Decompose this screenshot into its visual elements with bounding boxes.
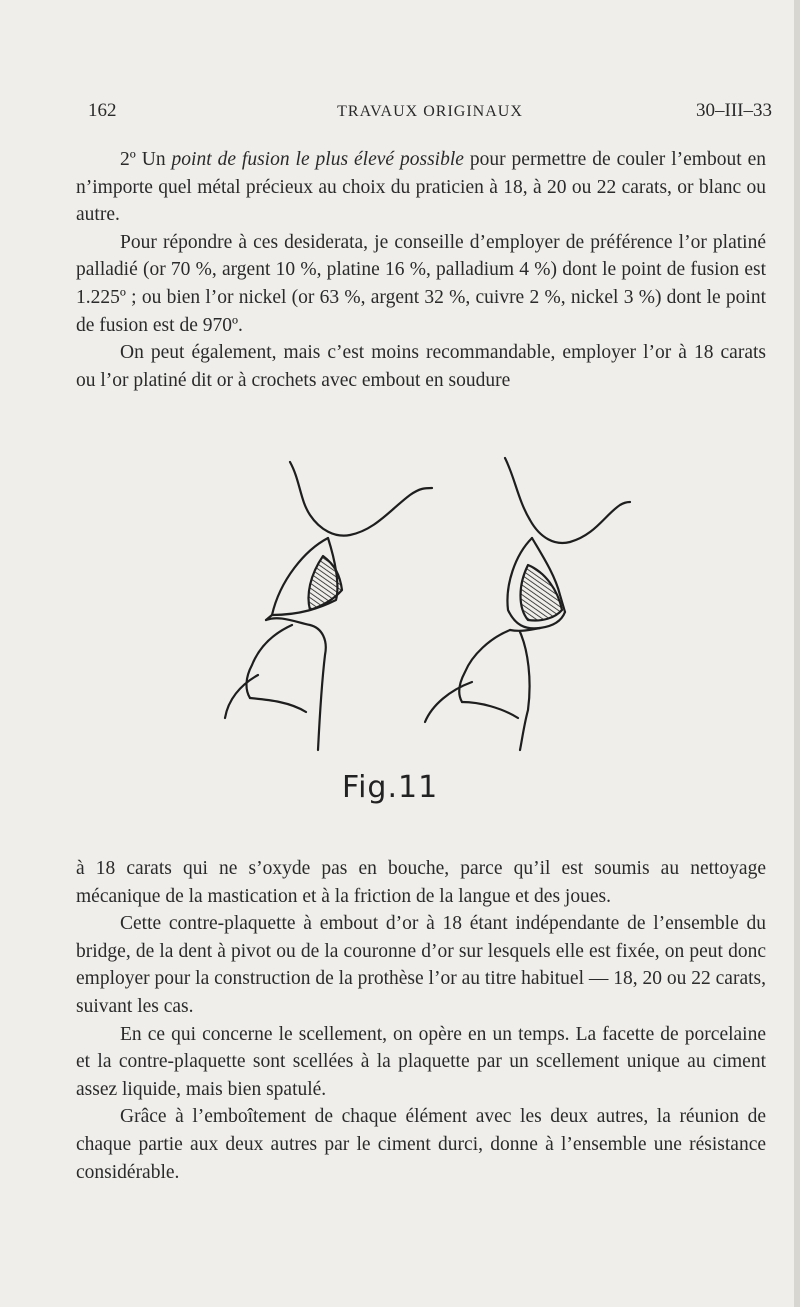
paragraph: Cette contre-plaquette à embout d’or à 18 étant indépendante de l’ensemble du bridge, de la dent à pivot ou de la couronne d’or sur lesquels elle est fixée, on peut donc employer pour la construction de la prothèse l’or au titre habituel — 18, 20 ou 22 carats, suivant les cas. <box>76 913 766 1017</box>
body-text-bottom <box>76 855 766 1186</box>
issue-date: 30–III–33 <box>696 100 772 121</box>
paragraph: On peut également, mais c’est moins recommandable, employer l’or à 18 carats ou l’or platiné dit or à crochets avec embout en soudure <box>76 342 766 391</box>
body-text-top <box>76 146 766 394</box>
page-number: 162 <box>88 100 117 121</box>
paragraph: Pour répondre à ces desiderata, je conseille d’employer de préférence l’or platiné palladié (or 70 %, argent 10 %, platine 16 %, palladium 4 %) dont le point de fusion est 1.225º ; ou bien l’or nickel (or 63 %, argent 32 %, cuivre 2 %, nickel 3 %) dont le point de fusion est de 970º. <box>76 231 766 336</box>
tooth-drawing-left <box>225 462 432 750</box>
page-edge <box>794 0 800 1307</box>
paragraph: 2º Un point de fusion le plus élevé possible pour permettre de couler l’embout en n’importe quel métal précieux au choix du praticien à 18, à 20 ou 22 carats, or blanc ou autre. <box>76 149 766 226</box>
paragraph: En ce qui concerne le scellement, on opère en un temps. La facette de porcelaine et la contre-plaquette sont scellées à la plaquette par un scellement unique au ciment assez liquide, mais bien spatulé. <box>76 1023 766 1100</box>
page-header <box>88 100 772 128</box>
figure-caption: Fig.11 <box>342 770 439 805</box>
paragraph: Grâce à l’emboîtement de chaque élément avec les deux autres, la réunion de chaque partie aux deux autres par le ciment durci, donne à l’ensemble une résistance considérable. <box>76 1106 766 1183</box>
paragraph: à 18 carats qui ne s’oxyde pas en bouche, parce qu’il est soumis au nettoyage mécanique de la mastication et à la friction de la langue et des joues. <box>76 858 766 907</box>
running-head: TRAVAUX ORIGINAUX <box>337 103 523 120</box>
emphasis: point de fusion le plus élevé possible <box>171 149 464 170</box>
tooth-drawing-right <box>425 458 630 750</box>
